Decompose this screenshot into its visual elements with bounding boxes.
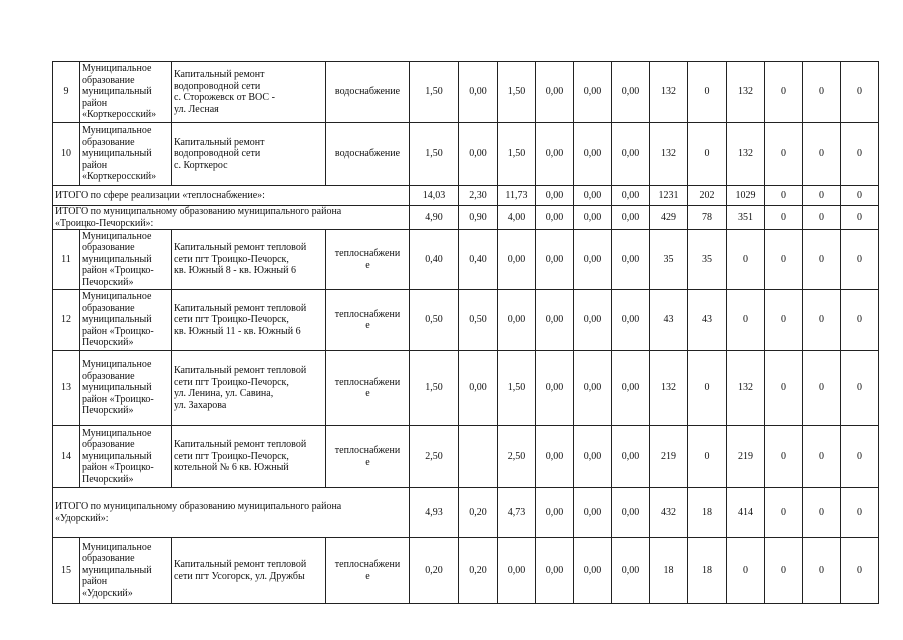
value-cell: 0 bbox=[688, 426, 727, 488]
value-cell: 0 bbox=[803, 538, 841, 604]
value-cell: 0 bbox=[803, 186, 841, 206]
table-row bbox=[53, 230, 879, 290]
value-cell: 0,00 bbox=[612, 186, 650, 206]
value-cell: 35 bbox=[688, 230, 727, 290]
value-cell: 132 bbox=[727, 123, 765, 186]
value-cell: 0,40 bbox=[459, 230, 498, 290]
municipality-cell: Муниципальное образование муниципальный район «Троицко- Печорский» bbox=[80, 290, 172, 351]
value-cell: 0 bbox=[841, 230, 879, 290]
value-cell: 0,50 bbox=[459, 290, 498, 351]
row-number-cell: 14 bbox=[53, 426, 80, 488]
value-cell: 0 bbox=[765, 206, 803, 230]
value-cell: 132 bbox=[727, 62, 765, 123]
value-cell: 0,00 bbox=[574, 62, 612, 123]
value-cell bbox=[459, 426, 498, 488]
value-cell: 0,00 bbox=[574, 123, 612, 186]
value-cell: 0,00 bbox=[612, 426, 650, 488]
value-cell: 0 bbox=[688, 351, 727, 426]
value-cell: 351 bbox=[727, 206, 765, 230]
value-cell: 0 bbox=[841, 351, 879, 426]
investment-table bbox=[52, 61, 879, 604]
value-cell: 1029 bbox=[727, 186, 765, 206]
value-cell: 43 bbox=[688, 290, 727, 351]
value-cell: 432 bbox=[650, 488, 688, 538]
total-row bbox=[53, 186, 879, 206]
value-cell: 132 bbox=[650, 62, 688, 123]
value-cell: 0,00 bbox=[498, 290, 536, 351]
total-label-cell: ИТОГО по муниципальному образованию муниципального района «Удорский»: bbox=[53, 488, 410, 538]
value-cell: 132 bbox=[650, 123, 688, 186]
value-cell: 0 bbox=[803, 62, 841, 123]
value-cell: 0 bbox=[765, 351, 803, 426]
municipality-cell: Муниципальное образование муниципальный район «Удорский» bbox=[80, 538, 172, 604]
value-cell: 0 bbox=[841, 538, 879, 604]
value-cell: 18 bbox=[688, 488, 727, 538]
value-cell: 0 bbox=[841, 290, 879, 351]
value-cell: 1,50 bbox=[498, 351, 536, 426]
value-cell: 132 bbox=[650, 351, 688, 426]
value-cell: 0,00 bbox=[574, 290, 612, 351]
value-cell: 0 bbox=[803, 351, 841, 426]
value-cell: 4,90 bbox=[410, 206, 459, 230]
value-cell: 0,00 bbox=[498, 538, 536, 604]
value-cell: 0 bbox=[803, 426, 841, 488]
value-cell: 0 bbox=[841, 426, 879, 488]
value-cell: 0,00 bbox=[574, 538, 612, 604]
value-cell: 0,00 bbox=[536, 538, 574, 604]
description-cell: Капитальный ремонт водопроводной сети с. Сторожевск от ВОС - ул. Лесная bbox=[172, 62, 326, 123]
value-cell: 0,00 bbox=[536, 123, 574, 186]
table-row bbox=[53, 62, 879, 123]
municipality-cell: Муниципальное образование муниципальный район «Корткеросский» bbox=[80, 62, 172, 123]
table-row bbox=[53, 538, 879, 604]
value-cell: 0 bbox=[765, 123, 803, 186]
value-cell: 0,00 bbox=[612, 62, 650, 123]
value-cell: 43 bbox=[650, 290, 688, 351]
value-cell: 414 bbox=[727, 488, 765, 538]
value-cell: 2,30 bbox=[459, 186, 498, 206]
description-cell: Капитальный ремонт тепловой сети пгт Троицко-Печорск, кв. Южный 8 - кв. Южный 6 bbox=[172, 230, 326, 290]
table-row bbox=[53, 426, 879, 488]
sphere-cell: теплоснабжени е bbox=[326, 538, 410, 604]
value-cell: 1,50 bbox=[498, 123, 536, 186]
value-cell: 0 bbox=[841, 62, 879, 123]
value-cell: 0 bbox=[727, 538, 765, 604]
value-cell: 0,00 bbox=[536, 230, 574, 290]
value-cell: 0,40 bbox=[410, 230, 459, 290]
value-cell: 0 bbox=[765, 186, 803, 206]
value-cell: 0 bbox=[841, 206, 879, 230]
value-cell: 4,73 bbox=[498, 488, 536, 538]
value-cell: 1,50 bbox=[410, 351, 459, 426]
value-cell: 35 bbox=[650, 230, 688, 290]
value-cell: 0,00 bbox=[574, 488, 612, 538]
description-cell: Капитальный ремонт тепловой сети пгт Троицко-Печорск, ул. Ленина, ул. Савина, ул. Захарова bbox=[172, 351, 326, 426]
value-cell: 18 bbox=[650, 538, 688, 604]
value-cell: 219 bbox=[650, 426, 688, 488]
municipality-cell: Муниципальное образование муниципальный район «Троицко- Печорский» bbox=[80, 230, 172, 290]
value-cell: 0,00 bbox=[498, 230, 536, 290]
description-cell: Капитальный ремонт тепловой сети пгт Троицко-Печорск, котельной № 6 кв. Южный bbox=[172, 426, 326, 488]
row-number-cell: 15 bbox=[53, 538, 80, 604]
value-cell: 78 bbox=[688, 206, 727, 230]
value-cell: 429 bbox=[650, 206, 688, 230]
row-number-cell: 10 bbox=[53, 123, 80, 186]
row-number-cell: 12 bbox=[53, 290, 80, 351]
total-label-cell: ИТОГО по сфере реализации «теплоснабжение»: bbox=[53, 186, 410, 206]
sphere-cell: теплоснабжени е bbox=[326, 290, 410, 351]
value-cell: 0,00 bbox=[459, 351, 498, 426]
value-cell: 0,00 bbox=[612, 230, 650, 290]
value-cell: 0 bbox=[765, 426, 803, 488]
value-cell: 0 bbox=[841, 123, 879, 186]
value-cell: 18 bbox=[688, 538, 727, 604]
sphere-cell: водоснабжение bbox=[326, 62, 410, 123]
value-cell: 0 bbox=[688, 62, 727, 123]
value-cell: 0,00 bbox=[574, 230, 612, 290]
value-cell: 2,50 bbox=[498, 426, 536, 488]
sphere-cell: водоснабжение bbox=[326, 123, 410, 186]
value-cell: 0 bbox=[765, 290, 803, 351]
table-row bbox=[53, 123, 879, 186]
table-row bbox=[53, 290, 879, 351]
description-cell: Капитальный ремонт водопроводной сети с. Корткерос bbox=[172, 123, 326, 186]
municipality-cell: Муниципальное образование муниципальный район «Корткеросский» bbox=[80, 123, 172, 186]
value-cell: 0,50 bbox=[410, 290, 459, 351]
value-cell: 0,00 bbox=[612, 488, 650, 538]
municipality-cell: Муниципальное образование муниципальный район «Троицко- Печорский» bbox=[80, 426, 172, 488]
description-cell: Капитальный ремонт тепловой сети пгт Троицко-Печорск, кв. Южный 11 - кв. Южный 6 bbox=[172, 290, 326, 351]
value-cell: 0 bbox=[841, 488, 879, 538]
value-cell: 0,00 bbox=[459, 123, 498, 186]
value-cell: 0,90 bbox=[459, 206, 498, 230]
value-cell: 219 bbox=[727, 426, 765, 488]
value-cell: 1231 bbox=[650, 186, 688, 206]
sphere-cell: теплоснабжени е bbox=[326, 426, 410, 488]
value-cell: 0 bbox=[688, 123, 727, 186]
value-cell: 0 bbox=[841, 186, 879, 206]
table-row bbox=[53, 351, 879, 426]
value-cell: 202 bbox=[688, 186, 727, 206]
row-number-cell: 11 bbox=[53, 230, 80, 290]
value-cell: 0,00 bbox=[612, 351, 650, 426]
value-cell: 0,00 bbox=[612, 290, 650, 351]
value-cell: 0,00 bbox=[574, 206, 612, 230]
value-cell: 0,00 bbox=[536, 351, 574, 426]
value-cell: 0 bbox=[803, 123, 841, 186]
value-cell: 0 bbox=[765, 488, 803, 538]
sphere-cell: теплоснабжени е bbox=[326, 230, 410, 290]
value-cell: 0,00 bbox=[536, 62, 574, 123]
value-cell: 0 bbox=[765, 230, 803, 290]
value-cell: 0,00 bbox=[574, 426, 612, 488]
value-cell: 4,00 bbox=[498, 206, 536, 230]
value-cell: 0,00 bbox=[612, 206, 650, 230]
value-cell: 0 bbox=[803, 206, 841, 230]
row-number-cell: 13 bbox=[53, 351, 80, 426]
value-cell: 0,00 bbox=[574, 186, 612, 206]
value-cell: 1,50 bbox=[410, 62, 459, 123]
municipality-cell: Муниципальное образование муниципальный район «Троицко- Печорский» bbox=[80, 351, 172, 426]
description-cell: Капитальный ремонт тепловой сети пгт Усогорск, ул. Дружбы bbox=[172, 538, 326, 604]
value-cell: 0,00 bbox=[536, 186, 574, 206]
value-cell: 0,00 bbox=[536, 206, 574, 230]
value-cell: 11,73 bbox=[498, 186, 536, 206]
value-cell: 0 bbox=[765, 538, 803, 604]
value-cell: 1,50 bbox=[410, 123, 459, 186]
total-label-cell: ИТОГО по муниципальному образованию муниципального района «Троицко-Печорский»: bbox=[53, 206, 410, 230]
value-cell: 0,00 bbox=[536, 488, 574, 538]
value-cell: 0 bbox=[765, 62, 803, 123]
value-cell: 4,93 bbox=[410, 488, 459, 538]
value-cell: 132 bbox=[727, 351, 765, 426]
sphere-cell: теплоснабжени е bbox=[326, 351, 410, 426]
value-cell: 0,00 bbox=[612, 123, 650, 186]
value-cell: 0,00 bbox=[536, 290, 574, 351]
total-row bbox=[53, 206, 879, 230]
value-cell: 0,00 bbox=[612, 538, 650, 604]
value-cell: 0,20 bbox=[459, 538, 498, 604]
value-cell: 0 bbox=[803, 290, 841, 351]
value-cell: 0 bbox=[803, 488, 841, 538]
total-row bbox=[53, 488, 879, 538]
value-cell: 0,00 bbox=[459, 62, 498, 123]
value-cell: 0,00 bbox=[536, 426, 574, 488]
value-cell: 0 bbox=[727, 290, 765, 351]
value-cell: 14,03 bbox=[410, 186, 459, 206]
row-number-cell: 9 bbox=[53, 62, 80, 123]
value-cell: 0,20 bbox=[410, 538, 459, 604]
value-cell: 0,00 bbox=[574, 351, 612, 426]
value-cell: 2,50 bbox=[410, 426, 459, 488]
value-cell: 0 bbox=[803, 230, 841, 290]
value-cell: 0,20 bbox=[459, 488, 498, 538]
value-cell: 1,50 bbox=[498, 62, 536, 123]
value-cell: 0 bbox=[727, 230, 765, 290]
